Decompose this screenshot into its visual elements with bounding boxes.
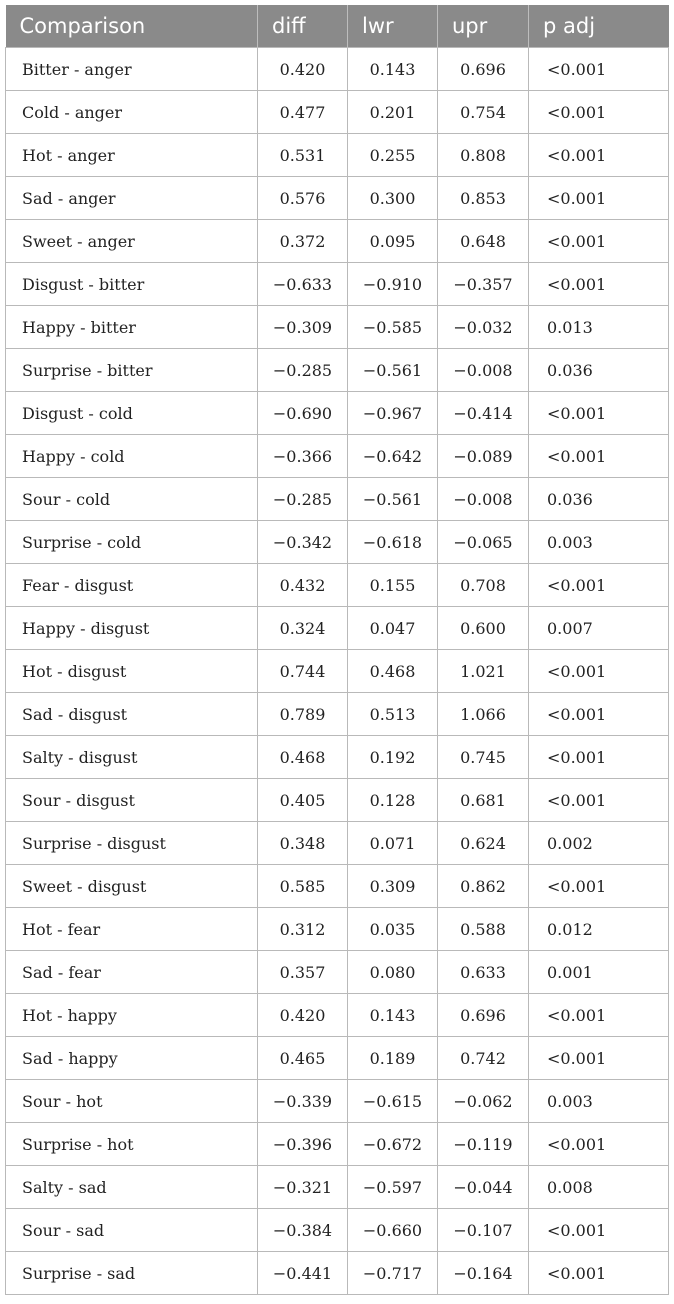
p-adj-cell: 0.001 [529,951,669,994]
diff-cell: 0.744 [258,650,348,693]
diff-cell: 0.405 [258,779,348,822]
p-adj-cell: <0.001 [529,693,669,736]
comparison-cell: Hot - disgust [6,650,258,693]
comparison-cell: Hot - fear [6,908,258,951]
lwr-cell: 0.143 [348,994,438,1037]
comparison-cell: Sour - disgust [6,779,258,822]
p-adj-cell: <0.001 [529,220,669,263]
p-adj-cell: <0.001 [529,994,669,1037]
diff-cell: 0.432 [258,564,348,607]
comparison-cell: Sad - fear [6,951,258,994]
comparison-cell: Sour - sad [6,1209,258,1252]
upr-cell: −0.008 [438,349,529,392]
upr-cell: −0.119 [438,1123,529,1166]
comparison-cell: Salty - sad [6,1166,258,1209]
comparison-cell: Fear - disgust [6,564,258,607]
p-adj-cell: 0.003 [529,1080,669,1123]
p-adj-cell: 0.036 [529,478,669,521]
p-adj-cell: <0.001 [529,650,669,693]
p-adj-cell: 0.008 [529,1166,669,1209]
upr-cell: −0.107 [438,1209,529,1252]
p-adj-cell: <0.001 [529,48,669,91]
diff-cell: 0.348 [258,822,348,865]
table-row [6,822,669,865]
diff-cell: 0.372 [258,220,348,263]
upr-cell: 0.588 [438,908,529,951]
table-row [6,736,669,779]
col-header-comparison: Comparison [6,5,258,48]
lwr-cell: 0.071 [348,822,438,865]
lwr-cell: 0.255 [348,134,438,177]
comparison-cell: Surprise - sad [6,1252,258,1295]
upr-cell: −0.044 [438,1166,529,1209]
p-adj-cell: <0.001 [529,435,669,478]
lwr-cell: −0.585 [348,306,438,349]
comparison-cell: Surprise - bitter [6,349,258,392]
lwr-cell: −0.910 [348,263,438,306]
table-row [6,693,669,736]
p-adj-cell: 0.002 [529,822,669,865]
table-row [6,650,669,693]
lwr-cell: −0.618 [348,521,438,564]
upr-cell: −0.414 [438,392,529,435]
upr-cell: −0.065 [438,521,529,564]
p-adj-cell: <0.001 [529,1123,669,1166]
table-row [6,1037,669,1080]
table-row [6,865,669,908]
p-adj-cell: <0.001 [529,779,669,822]
comparison-cell: Sad - disgust [6,693,258,736]
upr-cell: 0.600 [438,607,529,650]
p-adj-cell: <0.001 [529,1209,669,1252]
table-row [6,1080,669,1123]
col-header-p-adj: p adj [529,5,669,48]
diff-cell: 0.477 [258,91,348,134]
upr-cell: 0.681 [438,779,529,822]
table-row [6,435,669,478]
p-adj-cell: <0.001 [529,1252,669,1295]
table-row [6,220,669,263]
table-row [6,177,669,220]
upr-cell: 0.648 [438,220,529,263]
comparison-cell: Bitter - anger [6,48,258,91]
table-row [6,908,669,951]
comparison-cell: Sour - cold [6,478,258,521]
upr-cell: −0.089 [438,435,529,478]
comparison-cell: Hot - anger [6,134,258,177]
lwr-cell: 0.080 [348,951,438,994]
comparison-cell: Happy - bitter [6,306,258,349]
upr-cell: 0.745 [438,736,529,779]
upr-cell: 0.633 [438,951,529,994]
comparison-cell: Surprise - hot [6,1123,258,1166]
lwr-cell: 0.300 [348,177,438,220]
comparison-cell: Sad - happy [6,1037,258,1080]
table-row [6,564,669,607]
table-row [6,349,669,392]
lwr-cell: 0.192 [348,736,438,779]
diff-cell: 0.465 [258,1037,348,1080]
lwr-cell: 0.128 [348,779,438,822]
lwr-cell: −0.615 [348,1080,438,1123]
lwr-cell: −0.561 [348,349,438,392]
p-adj-cell: <0.001 [529,736,669,779]
diff-cell: 0.312 [258,908,348,951]
header-row [6,5,669,48]
p-adj-cell: 0.036 [529,349,669,392]
lwr-cell: 0.201 [348,91,438,134]
p-adj-cell: <0.001 [529,1037,669,1080]
table-row [6,607,669,650]
p-adj-cell: 0.003 [529,521,669,564]
table-row [6,91,669,134]
col-header-lwr: lwr [348,5,438,48]
comparison-cell: Disgust - cold [6,392,258,435]
comparison-cell: Sad - anger [6,177,258,220]
upr-cell: 1.066 [438,693,529,736]
lwr-cell: 0.309 [348,865,438,908]
lwr-cell: −0.642 [348,435,438,478]
upr-cell: 0.853 [438,177,529,220]
table-row [6,392,669,435]
p-adj-cell: 0.012 [529,908,669,951]
p-adj-cell: <0.001 [529,134,669,177]
diff-cell: 0.420 [258,48,348,91]
comparison-cell: Sweet - anger [6,220,258,263]
comparison-cell: Hot - happy [6,994,258,1037]
lwr-cell: 0.095 [348,220,438,263]
diff-cell: −0.441 [258,1252,348,1295]
comparison-cell: Cold - anger [6,91,258,134]
comparison-cell: Sweet - disgust [6,865,258,908]
table-row [6,951,669,994]
diff-cell: −0.285 [258,478,348,521]
table-row [6,1166,669,1209]
upr-cell: 0.742 [438,1037,529,1080]
diff-cell: −0.690 [258,392,348,435]
p-adj-cell: <0.001 [529,564,669,607]
table-row [6,994,669,1037]
table-row [6,478,669,521]
lwr-cell: 0.143 [348,48,438,91]
comparison-cell: Happy - cold [6,435,258,478]
upr-cell: 0.624 [438,822,529,865]
diff-cell: −0.342 [258,521,348,564]
col-header-diff: diff [258,5,348,48]
diff-cell: 0.357 [258,951,348,994]
lwr-cell: 0.468 [348,650,438,693]
table-row [6,1252,669,1295]
diff-cell: −0.339 [258,1080,348,1123]
upr-cell: −0.164 [438,1252,529,1295]
table-body [6,48,669,1295]
lwr-cell: −0.561 [348,478,438,521]
lwr-cell: 0.035 [348,908,438,951]
table-row [6,263,669,306]
diff-cell: 0.420 [258,994,348,1037]
col-header-upr: upr [438,5,529,48]
p-adj-cell: <0.001 [529,177,669,220]
diff-cell: 0.324 [258,607,348,650]
diff-cell: 0.789 [258,693,348,736]
upr-cell: −0.008 [438,478,529,521]
p-adj-cell: <0.001 [529,263,669,306]
lwr-cell: −0.597 [348,1166,438,1209]
comparison-cell: Surprise - disgust [6,822,258,865]
diff-cell: 0.531 [258,134,348,177]
lwr-cell: −0.672 [348,1123,438,1166]
p-adj-cell: 0.013 [529,306,669,349]
comparison-cell: Surprise - cold [6,521,258,564]
diff-cell: 0.585 [258,865,348,908]
upr-cell: −0.032 [438,306,529,349]
upr-cell: 0.696 [438,48,529,91]
diff-cell: −0.633 [258,263,348,306]
p-adj-cell: <0.001 [529,392,669,435]
comparison-table [5,5,669,1295]
comparison-cell: Sour - hot [6,1080,258,1123]
table-row [6,521,669,564]
upr-cell: −0.357 [438,263,529,306]
table-row [6,1209,669,1252]
lwr-cell: −0.660 [348,1209,438,1252]
diff-cell: −0.366 [258,435,348,478]
diff-cell: 0.468 [258,736,348,779]
lwr-cell: −0.717 [348,1252,438,1295]
comparison-cell: Happy - disgust [6,607,258,650]
comparison-cell: Disgust - bitter [6,263,258,306]
diff-cell: −0.384 [258,1209,348,1252]
lwr-cell: 0.189 [348,1037,438,1080]
p-adj-cell: <0.001 [529,91,669,134]
upr-cell: 0.754 [438,91,529,134]
upr-cell: 0.862 [438,865,529,908]
table-row [6,306,669,349]
upr-cell: 0.708 [438,564,529,607]
lwr-cell: 0.047 [348,607,438,650]
p-adj-cell: 0.007 [529,607,669,650]
table-row [6,134,669,177]
table-row [6,1123,669,1166]
upr-cell: 1.021 [438,650,529,693]
table-row [6,48,669,91]
upr-cell: −0.062 [438,1080,529,1123]
lwr-cell: −0.967 [348,392,438,435]
diff-cell: −0.285 [258,349,348,392]
comparison-cell: Salty - disgust [6,736,258,779]
lwr-cell: 0.513 [348,693,438,736]
diff-cell: −0.396 [258,1123,348,1166]
lwr-cell: 0.155 [348,564,438,607]
upr-cell: 0.808 [438,134,529,177]
upr-cell: 0.696 [438,994,529,1037]
table-row [6,779,669,822]
diff-cell: −0.321 [258,1166,348,1209]
p-adj-cell: <0.001 [529,865,669,908]
diff-cell: 0.576 [258,177,348,220]
diff-cell: −0.309 [258,306,348,349]
